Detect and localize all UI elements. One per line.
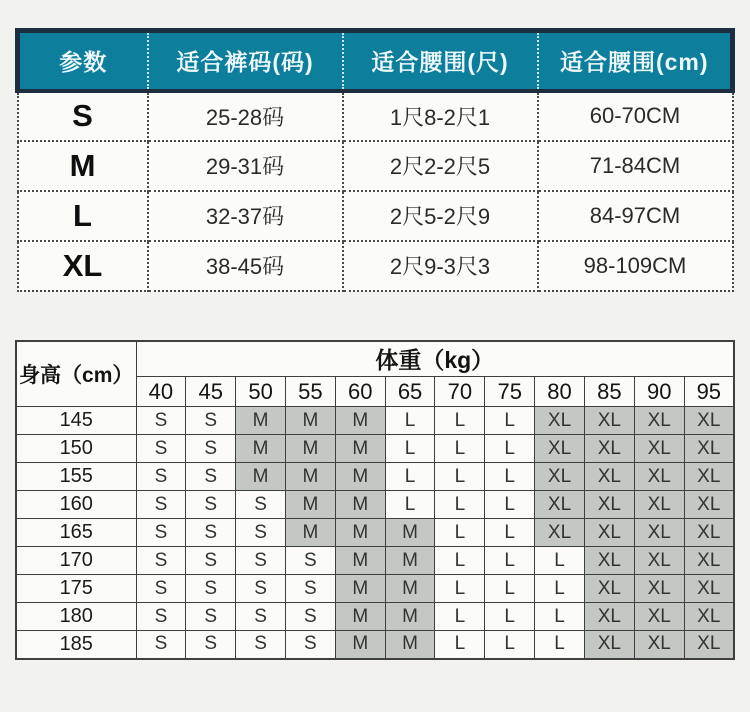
size-matrix-cell: S (186, 603, 236, 631)
size-matrix-cell: XL (684, 603, 734, 631)
weight-header-cell: 45 (186, 377, 236, 407)
size-matrix-cell: L (485, 407, 535, 435)
height-cell: 170 (16, 547, 136, 575)
size-table-header-cell: 适合裤码(码) (148, 31, 343, 91)
size-matrix-cell: XL (634, 491, 684, 519)
size-table-header-row (18, 31, 733, 91)
size-matrix-cell: S (236, 519, 286, 547)
size-table-row (18, 141, 733, 191)
matrix-row (16, 631, 734, 659)
size-matrix-cell: XL (684, 435, 734, 463)
height-cell: 180 (16, 603, 136, 631)
size-matrix-cell: L (485, 631, 535, 659)
weight-header-cell: 65 (385, 377, 435, 407)
size-matrix-cell: S (236, 575, 286, 603)
size-matrix-cell: L (485, 435, 535, 463)
weight-header-cell: 75 (485, 377, 535, 407)
size-matrix-cell: L (485, 519, 535, 547)
size-matrix-cell: L (535, 575, 585, 603)
height-cell: 185 (16, 631, 136, 659)
size-matrix-cell: XL (634, 603, 684, 631)
size-value-cell: 2尺9-3尺3 (343, 241, 538, 291)
size-matrix-cell: XL (584, 463, 634, 491)
size-matrix-cell: XL (535, 491, 585, 519)
size-matrix-cell: XL (535, 519, 585, 547)
matrix-row (16, 603, 734, 631)
size-matrix-cell: M (285, 435, 335, 463)
size-matrix-cell: M (335, 603, 385, 631)
size-matrix-cell: XL (684, 491, 734, 519)
size-matrix-cell: S (186, 519, 236, 547)
size-matrix-cell: XL (684, 463, 734, 491)
size-matrix-cell: M (385, 575, 435, 603)
size-matrix-cell: XL (634, 631, 684, 659)
size-value-cell: 98-109CM (538, 241, 733, 291)
weight-header-cell: 80 (535, 377, 585, 407)
size-value-cell: 38-45码 (148, 241, 343, 291)
weight-header-cell: 55 (285, 377, 335, 407)
size-matrix-cell: L (485, 491, 535, 519)
size-matrix-cell: S (285, 603, 335, 631)
size-matrix-cell: L (485, 603, 535, 631)
size-matrix-cell: S (136, 463, 186, 491)
size-value-cell: 1尺8-2尺1 (343, 91, 538, 141)
size-value-cell: 29-31码 (148, 141, 343, 191)
size-matrix-cell: M (335, 491, 385, 519)
size-matrix-cell: L (485, 463, 535, 491)
size-matrix-cell: M (236, 463, 286, 491)
size-matrix-cell: S (285, 575, 335, 603)
size-table-body (18, 91, 733, 291)
height-cell: 165 (16, 519, 136, 547)
size-matrix-cell: XL (535, 407, 585, 435)
size-matrix-cell: L (435, 463, 485, 491)
size-table-header-cell: 适合腰围(cm) (538, 31, 733, 91)
size-matrix-cell: L (385, 407, 435, 435)
size-matrix-cell: XL (684, 519, 734, 547)
size-matrix-cell: L (385, 491, 435, 519)
size-matrix-cell: L (435, 435, 485, 463)
size-matrix-cell: S (186, 407, 236, 435)
height-cell: 160 (16, 491, 136, 519)
matrix-row (16, 547, 734, 575)
weight-header-cell: 85 (584, 377, 634, 407)
size-matrix-cell: L (535, 603, 585, 631)
size-table-row (18, 191, 733, 241)
size-matrix-cell: S (136, 491, 186, 519)
size-matrix-cell: XL (684, 631, 734, 659)
size-matrix-cell: L (435, 491, 485, 519)
matrix-table-header (16, 341, 734, 407)
weight-header-cell: 90 (634, 377, 684, 407)
size-matrix-cell: S (186, 575, 236, 603)
size-value-cell: 84-97CM (538, 191, 733, 241)
size-matrix-cell: XL (584, 519, 634, 547)
size-value-cell: 2尺5-2尺9 (343, 191, 538, 241)
height-cell: 145 (16, 407, 136, 435)
size-matrix-cell: M (285, 463, 335, 491)
size-matrix-cell: S (136, 519, 186, 547)
size-value-cell: 71-84CM (538, 141, 733, 191)
size-matrix-cell: M (335, 435, 385, 463)
size-matrix-cell: XL (684, 575, 734, 603)
size-value-cell: 25-28码 (148, 91, 343, 141)
size-matrix-cell: S (236, 631, 286, 659)
size-matrix-cell: L (435, 519, 485, 547)
size-matrix-cell: S (186, 463, 236, 491)
size-table-header-cell: 适合腰围(尺) (343, 31, 538, 91)
size-table-row (18, 241, 733, 291)
size-matrix-cell: XL (584, 631, 634, 659)
size-matrix-cell: M (335, 547, 385, 575)
height-cell: 150 (16, 435, 136, 463)
size-matrix-cell: S (285, 547, 335, 575)
size-matrix-cell: M (385, 603, 435, 631)
size-matrix-cell: L (535, 631, 585, 659)
size-matrix-cell: XL (684, 547, 734, 575)
size-matrix-cell: L (385, 463, 435, 491)
size-matrix-cell: XL (634, 435, 684, 463)
size-label-cell: M (18, 141, 148, 191)
size-table-header (18, 31, 733, 91)
size-matrix-cell: XL (634, 547, 684, 575)
size-matrix-cell: M (285, 491, 335, 519)
height-cell: 155 (16, 463, 136, 491)
size-matrix-cell: M (385, 519, 435, 547)
size-matrix-cell: L (435, 547, 485, 575)
matrix-table-body (16, 407, 734, 659)
size-matrix-cell: M (385, 547, 435, 575)
size-matrix-cell: L (435, 603, 485, 631)
size-matrix-cell: XL (684, 407, 734, 435)
weight-header-cell: 70 (435, 377, 485, 407)
size-matrix-cell: S (186, 547, 236, 575)
matrix-row (16, 519, 734, 547)
size-matrix-cell: XL (535, 435, 585, 463)
matrix-header-row-1 (16, 341, 734, 377)
size-matrix-cell: XL (634, 407, 684, 435)
size-matrix-cell: S (136, 631, 186, 659)
size-matrix-cell: S (236, 603, 286, 631)
matrix-row (16, 575, 734, 603)
weight-header-cell: 50 (236, 377, 286, 407)
weight-header-cell: 95 (684, 377, 734, 407)
size-matrix-cell: L (435, 631, 485, 659)
size-matrix-cell: XL (584, 547, 634, 575)
size-matrix-cell: L (435, 407, 485, 435)
size-matrix-cell: XL (584, 435, 634, 463)
size-value-cell: 32-37码 (148, 191, 343, 241)
size-parameter-table (15, 28, 735, 292)
size-matrix-cell: M (335, 519, 385, 547)
size-matrix-cell: M (385, 631, 435, 659)
matrix-row (16, 463, 734, 491)
size-matrix-cell: M (335, 631, 385, 659)
size-matrix-cell: M (285, 407, 335, 435)
size-table-header-cell: 参数 (18, 31, 148, 91)
size-matrix-cell: M (236, 435, 286, 463)
matrix-row (16, 407, 734, 435)
size-label-cell: L (18, 191, 148, 241)
size-matrix-cell: M (335, 407, 385, 435)
height-weight-matrix-table (15, 340, 735, 660)
size-matrix-cell: S (136, 435, 186, 463)
size-label-cell: XL (18, 241, 148, 291)
size-matrix-cell: XL (634, 519, 684, 547)
matrix-row (16, 435, 734, 463)
size-matrix-cell: XL (634, 575, 684, 603)
size-table-row (18, 91, 733, 141)
weight-axis-label: 体重（kg） (136, 341, 734, 377)
size-matrix-cell: XL (584, 575, 634, 603)
weight-header-cell: 40 (136, 377, 186, 407)
size-matrix-cell: XL (634, 463, 684, 491)
size-matrix-cell: M (335, 575, 385, 603)
size-matrix-cell: S (285, 631, 335, 659)
size-matrix-cell: XL (535, 463, 585, 491)
size-matrix-cell: S (136, 575, 186, 603)
matrix-row (16, 491, 734, 519)
size-matrix-cell: S (136, 407, 186, 435)
size-matrix-cell: M (285, 519, 335, 547)
size-matrix-cell: L (485, 547, 535, 575)
size-matrix-cell: L (535, 547, 585, 575)
size-matrix-cell: M (236, 407, 286, 435)
size-value-cell: 2尺2-2尺5 (343, 141, 538, 191)
size-label-cell: S (18, 91, 148, 141)
height-axis-label: 身高（cm） (16, 341, 136, 407)
size-matrix-cell: S (136, 603, 186, 631)
size-matrix-cell: XL (584, 603, 634, 631)
size-matrix-cell: S (236, 547, 286, 575)
size-matrix-cell: XL (584, 491, 634, 519)
size-matrix-cell: S (186, 631, 236, 659)
size-matrix-cell: L (485, 575, 535, 603)
size-matrix-cell: M (335, 463, 385, 491)
size-matrix-cell: S (186, 491, 236, 519)
size-matrix-cell: S (236, 491, 286, 519)
size-matrix-cell: L (385, 435, 435, 463)
size-matrix-cell: XL (584, 407, 634, 435)
size-value-cell: 60-70CM (538, 91, 733, 141)
size-matrix-cell: S (186, 435, 236, 463)
height-cell: 175 (16, 575, 136, 603)
size-matrix-cell: S (136, 547, 186, 575)
weight-header-cell: 60 (335, 377, 385, 407)
size-matrix-cell: L (435, 575, 485, 603)
